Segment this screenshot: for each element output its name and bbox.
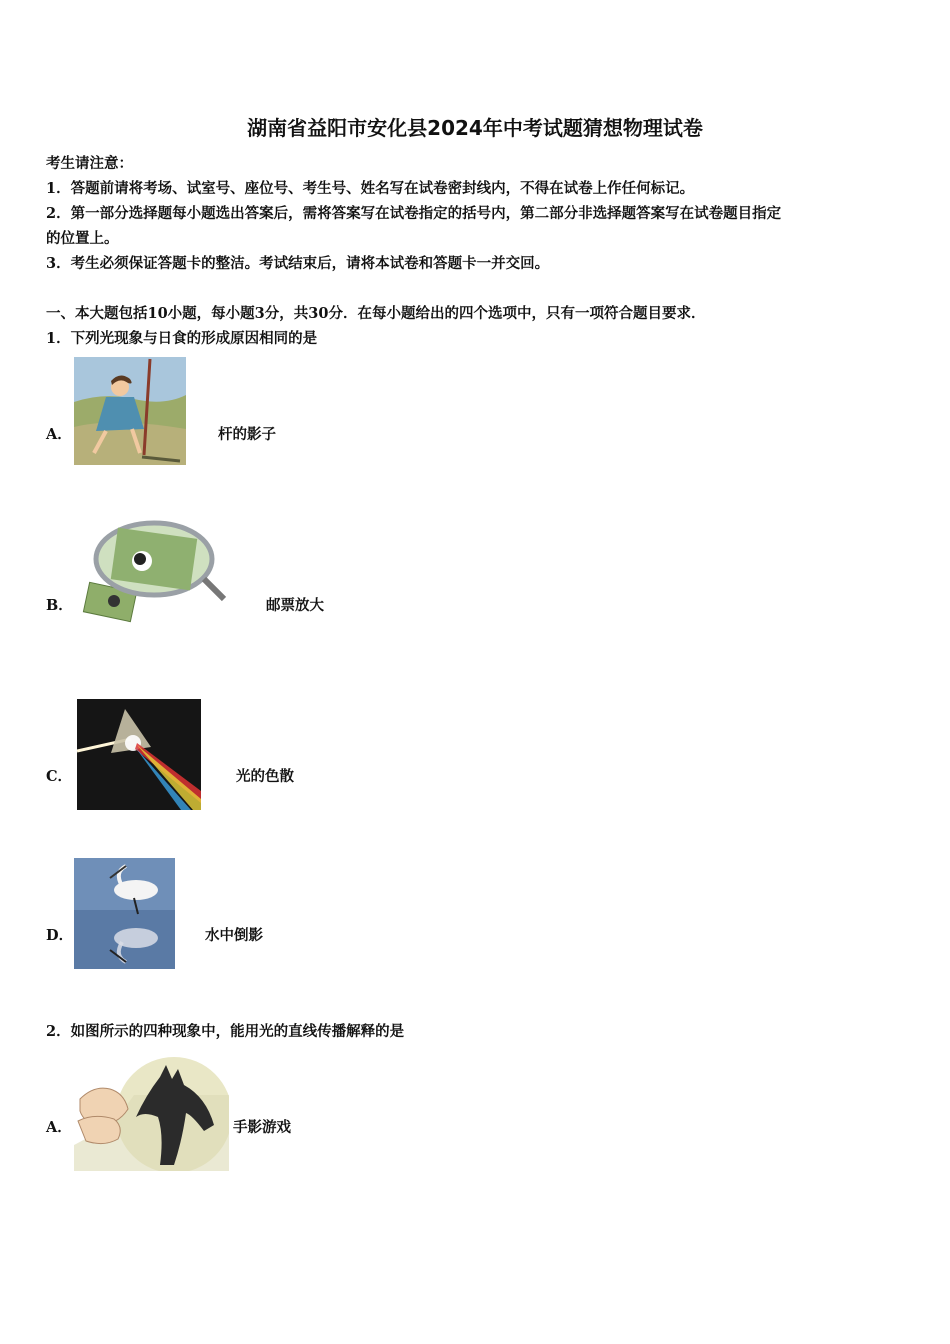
- notice-item-2: 2．第一部分选择题每小题选出答案后，需将答案写在试卷指定的括号内，第二部分非选择题答案写在试卷题目指定: [46, 205, 782, 222]
- notice-heading: 考生请注意：: [46, 155, 133, 172]
- q1-option-d-letter: D．: [46, 927, 74, 944]
- notice-item-2-cont: 的位置上。: [46, 230, 119, 247]
- section-heading: 一、本大题包括10小题，每小题3分，共30分．在每小题给出的四个选项中，只有一项符合题目要求．: [46, 305, 706, 322]
- question-2-stem: 2．如图所示的四种现象中，能用光的直线传播解释的是: [46, 1023, 405, 1040]
- hand-shadow-image: [74, 1055, 229, 1171]
- question-1-stem: 1．下列光现象与日食的形成原因相同的是: [46, 330, 318, 347]
- girl-pole-shadow-image: [74, 357, 186, 465]
- q1-option-c-letter: C．: [46, 768, 73, 785]
- q1-option-b-text: 邮票放大: [266, 597, 324, 614]
- page-title: 湖南省益阳市安化县2024年中考试题猜想物理试卷: [247, 116, 703, 140]
- notice-item-3: 3．考生必须保证答题卡的整洁。考试结束后，请将本试卷和答题卡一并交回。: [46, 255, 550, 272]
- magnifier-stamp-image: [80, 515, 228, 630]
- q1-option-a-text: 杆的影子: [218, 426, 276, 443]
- q1-option-b-letter: B．: [46, 597, 73, 614]
- heron-reflection-image: [74, 858, 175, 969]
- q1-option-c-text: 光的色散: [236, 768, 294, 785]
- q1-option-a-letter: A．: [46, 426, 72, 443]
- notice-item-1: 1．答题前请将考场、试室号、座位号、考生号、姓名写在试卷密封线内，不得在试卷上作任何标记。: [46, 180, 695, 197]
- q1-option-d-text: 水中倒影: [205, 927, 263, 944]
- q2-option-a-letter: A．: [46, 1119, 72, 1136]
- prism-dispersion-image: [77, 699, 201, 810]
- q2-option-a-text: 手影游戏: [233, 1119, 291, 1136]
